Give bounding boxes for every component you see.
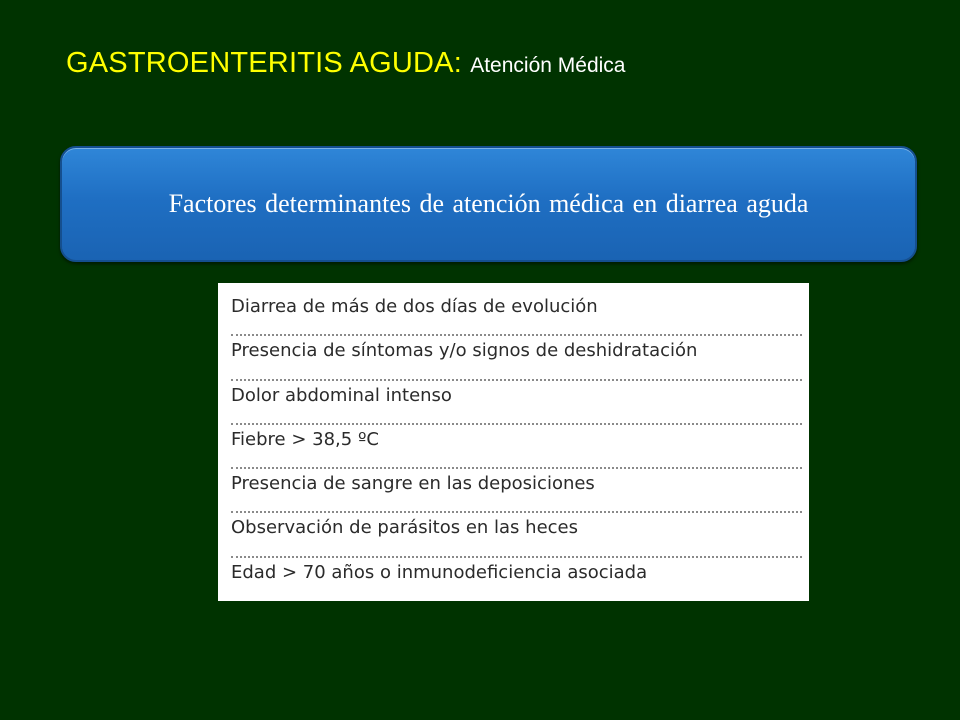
slide-title bbox=[66, 44, 625, 80]
criteria-row: Presencia de sangre en las deposiciones bbox=[231, 469, 802, 513]
criteria-table bbox=[218, 283, 809, 601]
slide-title-subtitle: Atención Médica bbox=[470, 54, 626, 77]
criteria-row: Fiebre > 38,5 ºC bbox=[231, 425, 802, 469]
criteria-row: Dolor abdominal intenso bbox=[231, 381, 802, 425]
slide-title-main: GASTROENTERITIS AGUDA: bbox=[66, 47, 471, 79]
criteria-list bbox=[231, 292, 802, 602]
criteria-row: Edad > 70 años o inmunodeficiencia asociada bbox=[231, 561, 648, 583]
banner-text: Factores determinantes de atención médica en diarrea aguda bbox=[168, 189, 809, 218]
criteria-row: Observación de parásitos en las heces bbox=[231, 513, 802, 557]
heading-banner bbox=[60, 146, 917, 262]
criteria-row: Diarrea de más de dos días de evolución bbox=[231, 292, 802, 336]
criteria-row: Presencia de síntomas y/o signos de deshidratación bbox=[231, 336, 802, 380]
